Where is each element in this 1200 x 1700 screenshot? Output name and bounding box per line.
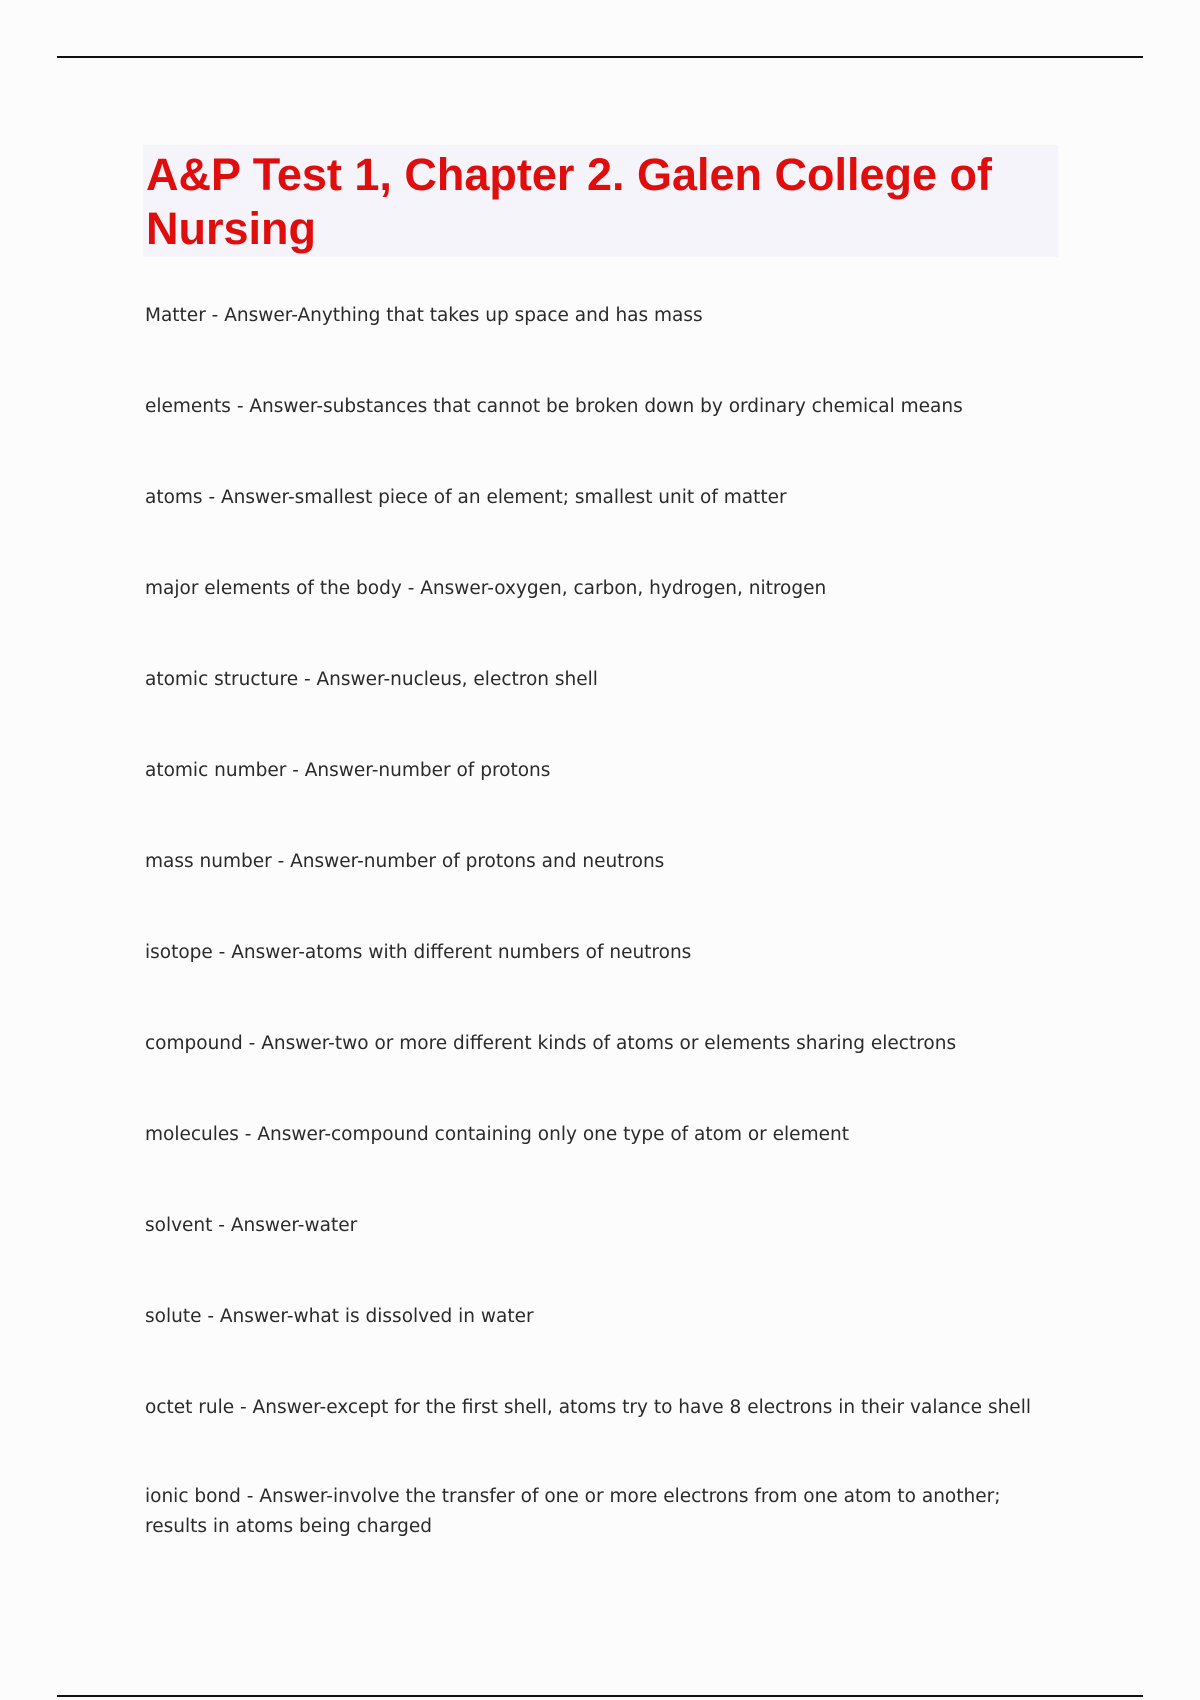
entry-term: Matter - Answer- [145,305,297,326]
list-item [145,1211,1065,1241]
entry-answer: atoms with different numbers of neutrons [304,942,692,963]
entry-term: solvent - Answer- [145,1215,304,1236]
entry-answer: nucleus, electron shell [390,669,598,690]
entry-term: atomic structure - Answer- [145,669,390,690]
entry-answer: involve the transfer of one or more electrons from one atom to another; results in atoms being charged [145,1486,1001,1537]
list-item [145,938,1065,968]
document-title: A&P Test 1, Chapter 2. Galen College of Nursing [146,149,993,254]
entry-answer: water [304,1215,358,1236]
entry-answer: substances that cannot be broken down by ordinary chemical means [323,396,963,417]
list-item [145,1302,1065,1332]
bottom-rule [57,1695,1143,1697]
entry-answer: two or more different kinds of atoms or elements sharing electrons [334,1033,957,1054]
entry-term: ionic bond - Answer- [145,1486,333,1507]
entry-term: solute - Answer- [145,1306,294,1327]
entry-term: atoms - Answer- [145,487,295,508]
entry-term: major elements of the body - Answer- [145,578,494,599]
entry-term: isotope - Answer- [145,942,305,963]
list-item [145,1393,1065,1423]
entry-term: elements - Answer- [145,396,323,417]
entry-answer: number of protons and neutrons [363,851,665,872]
entry-term: molecules - Answer- [145,1124,331,1145]
entry-answer: number of protons [378,760,551,781]
list-item [145,574,1065,604]
list-item [145,1120,1065,1150]
entry-answer: smallest piece of an element; smallest unit of matter [294,487,787,508]
list-item [145,392,1065,422]
list-item [145,756,1065,786]
list-item [145,483,1065,513]
entry-term: mass number - Answer- [145,851,364,872]
entry-term: compound - Answer- [145,1033,335,1054]
list-item [145,665,1065,695]
entry-answer: except for the first shell, atoms try to have 8 electrons in their valance shell [326,1397,1031,1418]
list-item [145,1482,1065,1542]
list-item [145,301,1065,331]
entry-answer: what is dissolved in water [293,1306,534,1327]
entry-answer: compound containing only one type of atom or element [331,1124,849,1145]
entry-answer: oxygen, carbon, hydrogen, nitrogen [494,578,827,599]
entry-term: octet rule - Answer- [145,1397,326,1418]
list-item [145,1029,1065,1059]
entry-term: atomic number - Answer- [145,760,378,781]
entry-answer: Anything that takes up space and has mass [297,305,703,326]
list-item [145,847,1065,877]
top-rule [57,56,1143,58]
